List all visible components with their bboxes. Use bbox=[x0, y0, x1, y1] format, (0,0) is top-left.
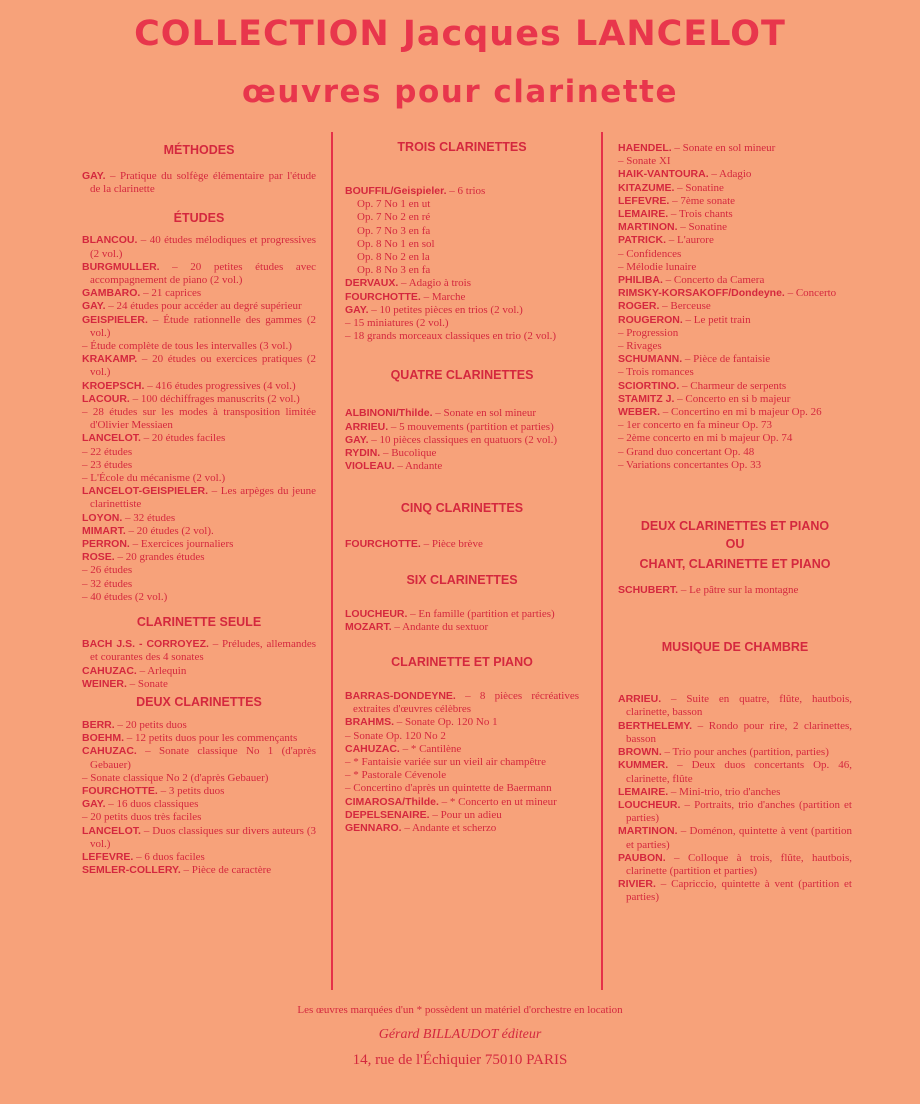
catalog-entry: – Confidences bbox=[618, 247, 682, 260]
section-heading-six-clarinettes: SIX CLARINETTES bbox=[406, 572, 518, 587]
collection-subtitle: œuvres pour clarinette bbox=[242, 74, 678, 110]
catalog-entry: KITAZUME. – Sonatine bbox=[618, 181, 724, 194]
collection-title: COLLECTION Jacques LANCELOT bbox=[134, 14, 786, 54]
catalog-subentry: Op. 8 No 1 en sol bbox=[357, 237, 435, 250]
catalog-entry: LEMAIRE. – Mini-trio, trio d'anches bbox=[618, 785, 781, 798]
catalog-entry: WEINER. – Sonate bbox=[82, 677, 168, 690]
catalog-entry: GAY. – 10 pièces classiques en quatuors (2 vol.) bbox=[345, 433, 558, 446]
catalog-entry: FOURCHOTTE. – Pièce brève bbox=[345, 538, 483, 551]
trois-entries bbox=[345, 277, 579, 343]
catalog-entry: – 40 études (2 vol.) bbox=[82, 590, 168, 603]
section-quatre-clarinettes bbox=[345, 407, 579, 473]
catalog-entry: PERRON. – Exercices journaliers bbox=[82, 538, 234, 551]
catalog-entry: ARRIEU. – Suite en quatre, flûte, hautbois, clarinette, basson bbox=[618, 693, 852, 719]
catalog-entry: – * Pastorale Cévenole bbox=[345, 769, 447, 782]
column-divider-left bbox=[331, 132, 333, 990]
catalog-entry: – Concertino d'après un quintette de Baermann bbox=[345, 782, 552, 795]
catalog-subentry: Op. 8 No 2 en la bbox=[357, 251, 430, 264]
section-clarinette-et-piano bbox=[345, 690, 579, 835]
catalog-entry: SCHUMANN. – Pièce de fantaisie bbox=[618, 353, 771, 366]
catalog-entry: BERTHELEMY. – Rondo pour rire, 2 clarinettes, basson bbox=[618, 719, 852, 745]
publisher-name: Gérard BILLAUDOT éditeur bbox=[378, 1027, 542, 1042]
catalog-entry: – 1er concerto en fa mineur Op. 73 bbox=[618, 419, 772, 432]
catalog-entry: BARRAS-DONDEYNE. – 8 pièces récréatives extraites d'œuvres célèbres bbox=[345, 690, 579, 716]
catalog-entry: MARTINON. – Doménon, quintette à vent (partition et parties) bbox=[618, 825, 852, 851]
catalog-entry: – 28 études sur les modes à transposition limitée d'Olivier Messiaen bbox=[82, 406, 316, 432]
catalog-entry: – L'École du mécanisme (2 vol.) bbox=[82, 472, 226, 485]
catalog-entry: LOYON. – 32 études bbox=[82, 511, 176, 524]
catalog-entry: BURGMULLER. – 20 petites études avec accompagnement de piano (2 vol.) bbox=[82, 260, 316, 287]
catalog-entry: – 32 études bbox=[82, 577, 133, 590]
catalog-entry: RYDIN. – Bucolique bbox=[345, 447, 437, 460]
catalog-entry: KUMMER. – Deux duos concertants Op. 46, clarinette, flûte bbox=[618, 759, 852, 785]
publisher-address: 14, rue de l'Échiquier 75010 PARIS bbox=[352, 1052, 568, 1068]
catalog-entry: PAUBON. – Colloque à trois, flûte, hautbois, clarinette (partition et parties) bbox=[618, 851, 852, 877]
catalog-entry: LOUCHEUR. – Portraits, trio d'anches (partition et parties) bbox=[618, 798, 852, 825]
catalog-entry: – Sonate Op. 120 No 2 bbox=[345, 729, 446, 742]
catalog-entry: GAMBARO. – 21 caprices bbox=[82, 287, 202, 300]
section-heading-ou: OU bbox=[725, 537, 745, 552]
catalog-entry: ROGER. – Berceuse bbox=[618, 300, 711, 313]
catalog-entry: LANCELOT-GEISPIELER. – Les arpèges du jeune clarinettiste bbox=[82, 485, 316, 511]
catalog-entry: – 2ème concerto en mi b majeur Op. 74 bbox=[618, 432, 793, 445]
catalog-entry: LEFEVRE. – 6 duos faciles bbox=[82, 850, 205, 863]
catalog-entry: – Variations concertantes Op. 33 bbox=[618, 458, 762, 471]
section-heading-clarinette-seule: CLARINETTE SEULE bbox=[136, 615, 262, 630]
column-divider-right bbox=[601, 132, 603, 990]
section-musique-de-chambre bbox=[618, 693, 852, 904]
catalog-entry: LANCELOT. – 20 études faciles bbox=[82, 432, 226, 445]
section-heading-clarinette-et-piano: CLARINETTE ET PIANO bbox=[391, 655, 533, 670]
catalog-entry: GAY. – Pratique du solfège élémentaire par l'étude de la clarinette bbox=[82, 170, 316, 196]
section-heading-cinq-clarinettes: CINQ CLARINETTES bbox=[400, 501, 524, 516]
catalog-entry: LEFEVRE. – 7ème sonate bbox=[618, 194, 736, 207]
catalog-entry: – 23 études bbox=[82, 458, 133, 471]
catalog-entry: – Sonate classique No 2 (d'après Gebauer) bbox=[82, 771, 269, 784]
catalog-entry: CIMAROSA/Thilde. – * Concerto en ut mineur bbox=[345, 795, 557, 808]
catalog-entry: – Grand duo concertant Op. 48 bbox=[618, 445, 755, 458]
catalog-entry: CAHUZAC. – Arlequin bbox=[82, 664, 187, 677]
catalog-entry: SCIORTINO. – Charmeur de serpents bbox=[618, 379, 787, 392]
section-cinq-clarinettes bbox=[345, 538, 579, 551]
catalog-entry: GAY. – 24 études pour accéder au degré supérieur bbox=[82, 300, 302, 313]
catalog-entry: LOUCHEUR. – En famille (partition et parties) bbox=[345, 607, 555, 620]
catalog-subentry: Op. 7 No 3 en fa bbox=[357, 224, 431, 237]
catalog-entry: ROSE. – 20 grandes études bbox=[82, 551, 205, 564]
section-heading-deux-clarinettes: DEUX CLARINETTES bbox=[136, 694, 262, 709]
catalog-entry: MIMART. – 20 études (2 vol). bbox=[82, 524, 214, 537]
catalog-entry: KROEPSCH. – 416 études progressives (4 vol.) bbox=[82, 379, 296, 392]
catalog-entry: LANCELOT. – Duos classiques sur divers auteurs (3 vol.) bbox=[82, 824, 316, 850]
section-heading-musique-de-chambre: MUSIQUE DE CHAMBRE bbox=[661, 640, 809, 655]
catalog-entry: – 15 miniatures (2 vol.) bbox=[345, 317, 449, 330]
catalog-entry: DERVAUX. – Adagio à trois bbox=[345, 277, 472, 290]
section-methodes bbox=[82, 170, 316, 196]
section-clarinette-seule bbox=[82, 638, 316, 691]
section-heading-trois-clarinettes: TROIS CLARINETTES bbox=[397, 140, 527, 154]
catalog-entry: – 26 études bbox=[82, 564, 133, 577]
catalog-entry: LACOUR. – 100 déchiffrages manuscrits (2 vol.) bbox=[82, 392, 300, 405]
orchestra-material-note: Les œuvres marquées d'un * possèdent un matériel d'orchestre en location bbox=[297, 1004, 623, 1016]
section-heading-chant-clarinette-piano: CHANT, CLARINETTE ET PIANO bbox=[639, 557, 831, 572]
catalog-entry: BERR. – 20 petits duos bbox=[82, 718, 187, 731]
catalog-entry: FOURCHOTTE. – 3 petits duos bbox=[82, 784, 225, 797]
catalog-entry: RIVIER. – Capriccio, quintette à vent (partition et parties) bbox=[618, 878, 852, 904]
catalog-entry: HAIK-VANTOURA. – Adagio bbox=[618, 168, 752, 181]
catalog-entry: GAY. – 10 petites pièces en trios (2 vol.) bbox=[345, 303, 523, 316]
catalog-entry: MARTINON. – Sonatine bbox=[618, 221, 727, 234]
catalog-entry: GAY. – 16 duos classiques bbox=[82, 798, 199, 811]
catalog-entry: LEMAIRE. – Trois chants bbox=[618, 208, 733, 221]
catalog-entry: – Mélodie lunaire bbox=[618, 260, 697, 273]
catalog-entry: RIMSKY-KORSAKOFF/Dondeyne. – Concerto bbox=[618, 287, 837, 300]
catalog-entry: WEBER. – Concertino en mi b majeur Op. 26 bbox=[618, 406, 822, 419]
catalog-entry: GENNARO. – Andante et scherzo bbox=[345, 822, 497, 835]
catalog-entry: SCHUBERT. – Le pâtre sur la montagne bbox=[618, 584, 799, 597]
catalog-entry: – Rivages bbox=[618, 340, 662, 353]
section-etudes bbox=[82, 234, 316, 604]
section-deux-clarinettes bbox=[82, 719, 316, 877]
catalog-entry: BRAHMS. – Sonate Op. 120 No 1 bbox=[345, 716, 498, 729]
catalog-entry: PHILIBA. – Concerto da Camera bbox=[618, 274, 765, 287]
catalog-entry: HAENDEL. – Sonate en sol mineur bbox=[618, 142, 776, 154]
catalog-entry: PATRICK. – L'aurore bbox=[618, 234, 714, 247]
catalog-entry: BROWN. – Trio pour anches (partition, parties) bbox=[618, 746, 829, 759]
catalog-entry: VIOLEAU. – Andante bbox=[345, 460, 443, 473]
section-heading-quatre-clarinettes: QUATRE CLARINETTES bbox=[390, 368, 534, 383]
section-piano-continued bbox=[618, 142, 852, 472]
catalog-entry: – Étude complète de tous les intervalles (3 vol.) bbox=[82, 340, 292, 353]
catalog-subentry: Op. 8 No 3 en fa bbox=[357, 264, 431, 277]
catalog-entry: MOZART. – Andante du sextuor bbox=[345, 620, 489, 633]
catalog-column-middle bbox=[345, 138, 579, 835]
catalog-entry: – * Fantaisie variée sur un vieil air champêtre bbox=[345, 756, 546, 769]
catalog-entry: – Sonate XI bbox=[618, 155, 671, 168]
catalog-entry: KRAKAMP. – 20 études ou exercices pratiques (2 vol.) bbox=[82, 353, 316, 379]
catalog-entry: SEMLER-COLLERY. – Pièce de caractère bbox=[82, 864, 272, 877]
catalog-entry: BOUFFIL/Geispieler. – 6 trios bbox=[345, 185, 486, 197]
section-deux-clarinettes-piano bbox=[618, 584, 852, 597]
catalog-entry: DEPELSENAIRE. – Pour un adieu bbox=[345, 808, 502, 821]
catalog-entry: BACH J.S. - CORROYEZ. – Préludes, allemandes et courantes des 4 sonates bbox=[82, 638, 316, 664]
catalog-entry: CAHUZAC. – * Cantilène bbox=[345, 742, 462, 755]
catalog-entry: – Trois romances bbox=[618, 366, 694, 379]
bouffil-subentries bbox=[345, 198, 579, 277]
catalog-subentry: Op. 7 No 2 en ré bbox=[357, 211, 431, 224]
section-heading-deux-clarinettes-piano: DEUX CLARINETTES ET PIANO bbox=[640, 519, 830, 534]
section-heading-etudes: ÉTUDES bbox=[173, 211, 225, 226]
section-six-clarinettes bbox=[345, 608, 579, 634]
catalog-entry: – Progression bbox=[618, 326, 679, 339]
catalog-entry: – 22 études bbox=[82, 445, 133, 458]
section-heading-methodes: MÉTHODES bbox=[163, 143, 235, 157]
section-trois-clarinettes bbox=[345, 185, 579, 343]
catalog-column-right bbox=[618, 138, 852, 905]
catalog-entry: ARRIEU. – 5 mouvements (partition et parties) bbox=[345, 420, 554, 433]
catalog-entry: CAHUZAC. – Sonate classique No 1 (d'après Gebauer) bbox=[82, 745, 316, 771]
catalog-entry: ALBINONI/Thilde. – Sonate en sol mineur bbox=[345, 407, 537, 420]
catalog-column-left bbox=[82, 138, 316, 877]
catalog-entry: – 18 grands morceaux classiques en trio (2 vol.) bbox=[345, 330, 557, 343]
catalog-entry: GEISPIELER. – Étude rationnelle des gammes (2 vol.) bbox=[82, 313, 316, 339]
catalog-entry: BOEHM. – 12 petits duos pour les commençants bbox=[82, 732, 298, 745]
catalog-subentry: Op. 7 No 1 en ut bbox=[357, 198, 431, 211]
catalog-entry: ROUGERON. – Le petit train bbox=[618, 313, 751, 326]
catalog-entry: FOURCHOTTE. – Marche bbox=[345, 290, 466, 303]
catalog-entry: BLANCOU. – 40 études mélodiques et progressives (2 vol.) bbox=[82, 234, 316, 260]
catalog-entry: – 20 petits duos très faciles bbox=[82, 811, 202, 824]
catalog-entry: STAMITZ J. – Concerto en si b majeur bbox=[618, 392, 791, 405]
